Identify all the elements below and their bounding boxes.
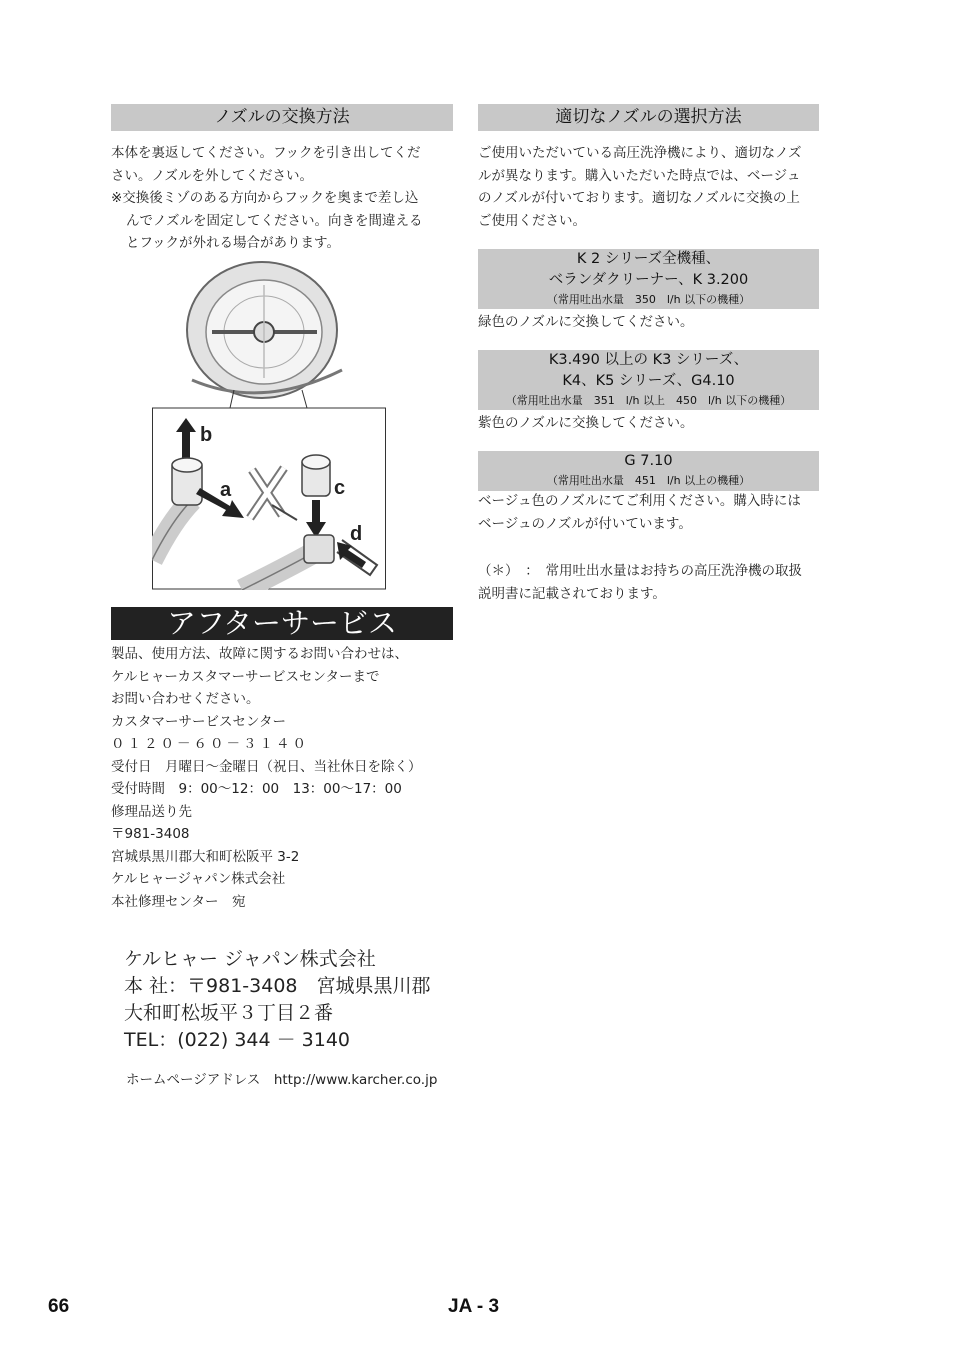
service-line: 宮城県黒川郡大和町松阪平 3-2 bbox=[111, 848, 300, 865]
service-line: ケルヒャージャパン株式会社 bbox=[111, 871, 286, 887]
model-group-beige bbox=[478, 451, 819, 491]
beige-nozzle-instruction bbox=[478, 490, 843, 535]
figure-label-b: b bbox=[200, 424, 213, 446]
nozzle-selection-heading: 適切なノズルの選択方法 bbox=[478, 104, 819, 131]
section-code: JA - 3 bbox=[448, 1296, 500, 1317]
instruction-line: さい。ノズルを外してください。 bbox=[111, 167, 313, 184]
company-tel: TEL：(022) 344 － 3140 bbox=[124, 1029, 351, 1051]
intro-line: ご使用いただいている高圧洗浄機により、適切なノズ bbox=[478, 145, 802, 161]
model-line: K 2 シリーズ全機種、 bbox=[576, 251, 721, 267]
model-line: ベランダクリーナー、K 3.200 bbox=[548, 272, 749, 288]
nozzle-selection-intro bbox=[478, 142, 843, 232]
flow-rate: （常用吐出水量 350 l/h 以下の機種） bbox=[546, 293, 751, 306]
intro-line: ルが異なります。購入いただいた時点では、ベージュ bbox=[478, 167, 801, 184]
service-line: 受付時間 9：00～12：00 13：00～17：00 bbox=[111, 781, 402, 797]
footnote bbox=[478, 560, 843, 605]
note-line: ※交換後ミゾのある方向からフックを奥まで差し込 bbox=[111, 190, 419, 206]
service-line: 受付日 月曜日～金曜日（祝日、当社休日を除く） bbox=[111, 758, 422, 775]
company-info bbox=[124, 946, 544, 1054]
company-name: ケルヒャー ジャパン株式会社 bbox=[124, 948, 376, 970]
figure-label-d: d bbox=[350, 523, 363, 545]
service-line: ケルヒャーカスタマーサービスセンターまで bbox=[111, 668, 380, 685]
service-line: 製品、使用方法、故障に関するお問い合わせは、 bbox=[111, 646, 408, 662]
nozzle-exchange-instructions bbox=[111, 142, 461, 255]
service-line: 〒981-3408 bbox=[111, 826, 190, 842]
purple-nozzle-instruction: 紫色のノズルに交換してください。 bbox=[478, 415, 694, 431]
service-line: カスタマーサービスセンター bbox=[111, 713, 286, 730]
footnote-line: 説明書に記載されております。 bbox=[478, 585, 666, 602]
model-line: K4、K5 シリーズ、G4.10 bbox=[562, 373, 735, 389]
nozzle-replacement-illustration bbox=[152, 260, 386, 590]
instruction-line: ベージュ色のノズルにてご利用ください。購入時には bbox=[478, 493, 801, 509]
flow-rate: （常用吐出水量 451 l/h 以上の機種） bbox=[546, 474, 751, 487]
figure-label-a: a bbox=[220, 479, 232, 501]
model-line: G 7.10 bbox=[624, 453, 673, 469]
after-service-heading: アフターサービス bbox=[111, 607, 453, 640]
after-service-info bbox=[111, 643, 461, 913]
intro-line: のノズルが付いております。適切なノズルに交換の上 bbox=[478, 190, 800, 206]
model-group-purple bbox=[478, 350, 819, 410]
nozzle-replacement-figure bbox=[152, 260, 386, 590]
service-line: 本社修理センター 宛 bbox=[111, 893, 246, 910]
intro-line: ご使用ください。 bbox=[478, 212, 586, 229]
note-line: んでノズルを固定してください。向きを間違える bbox=[126, 212, 423, 229]
company-address: 本 社：〒981-3408 宮城県黒川郡 bbox=[124, 975, 431, 997]
company-address: 大和町松坂平３丁目２番 bbox=[124, 1002, 334, 1024]
page-number: 66 bbox=[48, 1296, 70, 1317]
flow-rate: （常用吐出水量 351 l/h 以上 450 l/h 以下の機種） bbox=[505, 394, 792, 407]
note-line: とフックが外れる場合があります。 bbox=[126, 235, 340, 251]
service-line: 修理品送り先 bbox=[111, 803, 192, 820]
instruction-line: ベージュのノズルが付いています。 bbox=[478, 515, 692, 532]
nozzle-exchange-heading: ノズルの交換方法 bbox=[111, 104, 453, 131]
service-line: お問い合わせください。 bbox=[111, 691, 260, 707]
model-group-green bbox=[478, 249, 819, 309]
homepage-address: ホームページアドレス http://www.karcher.co.jp bbox=[126, 1072, 438, 1088]
green-nozzle-instruction: 緑色のノズルに交換してください。 bbox=[478, 314, 694, 330]
footnote-line: （＊） ： 常用吐出水量はお持ちの高圧洗浄機の取扱 bbox=[478, 563, 802, 579]
figure-label-c: c bbox=[334, 477, 346, 499]
instruction-line: 本体を裏返してください。フックを引き出してくだ bbox=[111, 145, 421, 161]
model-line: K3.490 以上の K3 シリーズ、 bbox=[548, 352, 749, 368]
service-phone: ０１２０－６０－３１４０ bbox=[111, 736, 309, 752]
